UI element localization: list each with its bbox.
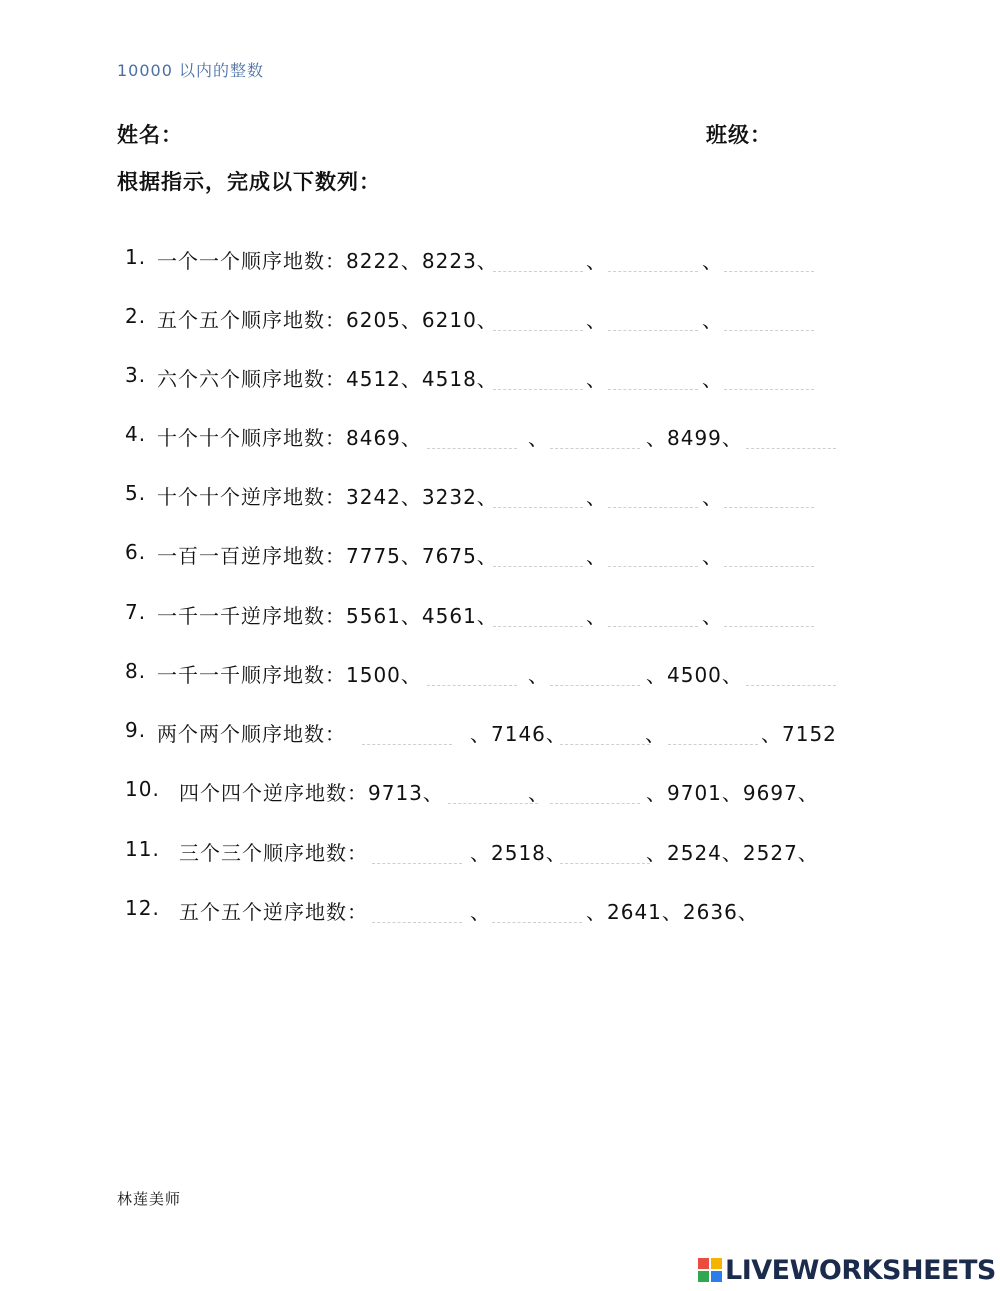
separator: 、7152 xyxy=(761,722,837,746)
question-number: 11. xyxy=(125,837,160,861)
separator: 、 xyxy=(702,485,723,509)
separator: 、 xyxy=(586,544,607,568)
separator: 、 xyxy=(528,781,549,805)
question-number: 10. xyxy=(125,777,160,801)
answer-blank[interactable] xyxy=(608,538,698,567)
separator: 、 xyxy=(645,722,666,746)
question-text: 十个十个逆序地数：3242、3232、 xyxy=(157,485,498,509)
class-label: 班级： xyxy=(706,123,772,147)
logo-text: LIVEWORKSHEETS xyxy=(725,1254,996,1286)
question-text: 一百一百逆序地数：7775、7675、 xyxy=(157,544,498,568)
separator: 、 xyxy=(702,308,723,332)
answer-blank[interactable] xyxy=(608,598,698,627)
instruction-text: 根据指示，完成以下数列： xyxy=(117,170,381,194)
separator: 、8499、 xyxy=(646,426,743,450)
question-number: 8. xyxy=(125,659,147,683)
answer-blank[interactable] xyxy=(493,361,583,390)
answer-blank[interactable] xyxy=(362,716,452,745)
answer-blank[interactable] xyxy=(724,538,814,567)
separator: 、 xyxy=(586,485,607,509)
answer-blank[interactable] xyxy=(608,479,698,508)
separator: 、2518、 xyxy=(470,841,567,865)
separator: 、9701、9697、 xyxy=(646,781,819,805)
answer-blank[interactable] xyxy=(448,775,538,804)
question-text: 两个两个顺序地数： xyxy=(157,722,346,746)
answer-blank[interactable] xyxy=(608,243,698,272)
answer-blank[interactable] xyxy=(724,361,814,390)
question-number: 2. xyxy=(125,304,147,328)
answer-blank[interactable] xyxy=(372,894,462,923)
answer-blank[interactable] xyxy=(492,894,582,923)
question-number: 12. xyxy=(125,896,160,920)
separator: 、 xyxy=(528,663,549,687)
answer-blank[interactable] xyxy=(724,479,814,508)
separator: 、 xyxy=(586,308,607,332)
question-text: 五个五个逆序地数： xyxy=(179,900,368,924)
liveworksheets-logo[interactable] xyxy=(698,1255,996,1285)
separator: 、 xyxy=(702,367,723,391)
answer-blank[interactable] xyxy=(724,302,814,331)
answer-blank[interactable] xyxy=(550,657,640,686)
question-number: 6. xyxy=(125,540,147,564)
question-text: 五个五个顺序地数：6205、6210、 xyxy=(157,308,498,332)
question-text: 一千一千逆序地数：5561、4561、 xyxy=(157,604,498,628)
separator: 、2641、2636、 xyxy=(586,900,759,924)
separator: 、 xyxy=(702,249,723,273)
answer-blank[interactable] xyxy=(560,835,650,864)
separator: 、2524、2527、 xyxy=(646,841,819,865)
answer-blank[interactable] xyxy=(608,302,698,331)
answer-blank[interactable] xyxy=(493,243,583,272)
answer-blank[interactable] xyxy=(746,420,836,449)
answer-blank[interactable] xyxy=(493,479,583,508)
page-header-title: 10000 以内的整数 xyxy=(117,61,264,80)
question-number: 4. xyxy=(125,422,147,446)
question-text: 一个一个顺序地数：8222、8223、 xyxy=(157,249,498,273)
question-text: 三个三个顺序地数： xyxy=(179,841,368,865)
answer-blank[interactable] xyxy=(724,598,814,627)
separator: 、 xyxy=(702,544,723,568)
logo-mark-icon xyxy=(698,1258,722,1282)
separator: 、 xyxy=(702,604,723,628)
answer-blank[interactable] xyxy=(427,420,517,449)
separator: 、7146、 xyxy=(470,722,567,746)
answer-blank[interactable] xyxy=(493,598,583,627)
answer-blank[interactable] xyxy=(560,716,650,745)
answer-blank[interactable] xyxy=(372,835,462,864)
separator: 、 xyxy=(586,604,607,628)
question-text: 一千一千顺序地数：1500、 xyxy=(157,663,422,687)
question-number: 3. xyxy=(125,363,147,387)
answer-blank[interactable] xyxy=(493,302,583,331)
answer-blank[interactable] xyxy=(550,775,640,804)
question-text: 六个六个顺序地数：4512、4518、 xyxy=(157,367,498,391)
answer-blank[interactable] xyxy=(493,538,583,567)
separator: 、 xyxy=(586,367,607,391)
answer-blank[interactable] xyxy=(427,657,517,686)
question-number: 9. xyxy=(125,718,147,742)
answer-blank[interactable] xyxy=(746,657,836,686)
name-label: 姓名： xyxy=(117,123,183,147)
footer-author: 林莲美师 xyxy=(117,1190,182,1208)
question-number: 1. xyxy=(125,245,147,269)
separator: 、 xyxy=(528,426,549,450)
separator: 、 xyxy=(470,900,491,924)
question-text: 十个十个顺序地数：8469、 xyxy=(157,426,422,450)
question-number: 7. xyxy=(125,600,147,624)
separator: 、 xyxy=(586,249,607,273)
answer-blank[interactable] xyxy=(724,243,814,272)
question-number: 5. xyxy=(125,481,147,505)
separator: 、4500、 xyxy=(646,663,743,687)
answer-blank[interactable] xyxy=(668,716,758,745)
answer-blank[interactable] xyxy=(550,420,640,449)
question-text: 四个四个逆序地数：9713、 xyxy=(179,781,444,805)
answer-blank[interactable] xyxy=(608,361,698,390)
